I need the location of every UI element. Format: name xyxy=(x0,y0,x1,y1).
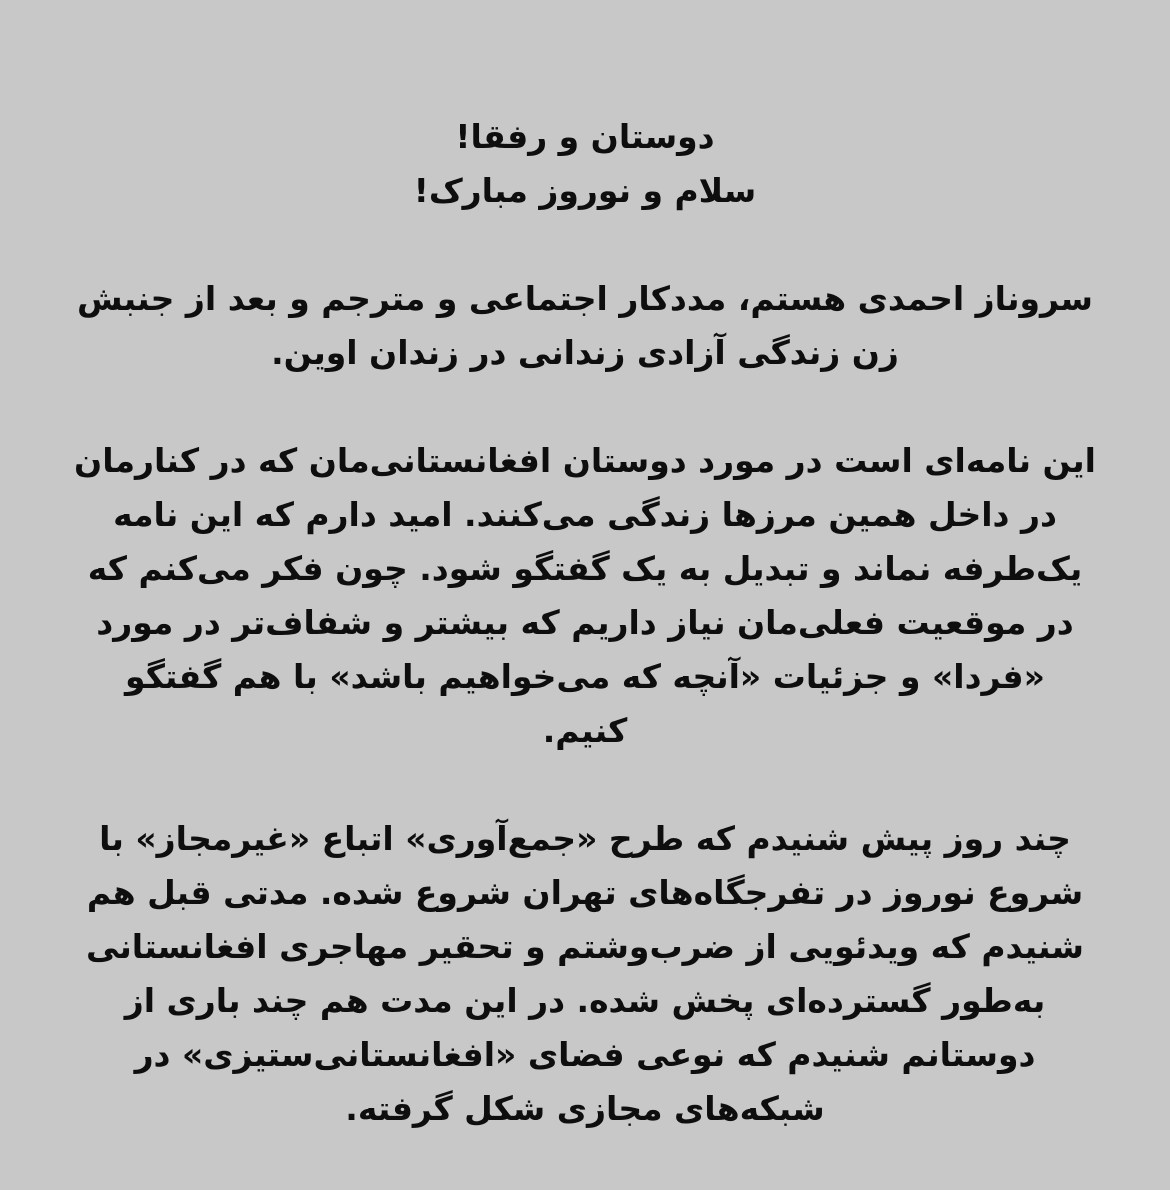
paragraph-purpose xyxy=(60,434,1110,758)
text-line: زن زندگی آزادی زندانی در زندان اوین. xyxy=(271,333,899,372)
letter-body xyxy=(60,110,1110,1190)
greeting-line: دوستان و رفقا! xyxy=(455,117,715,156)
text-line: این نامه‌ای است در مورد دوستان افغانستانی‌مان که در کنارمان xyxy=(74,441,1096,480)
text-line: در داخل همین مرزها زندگی می‌کنند. امید دارم که این نامه xyxy=(113,495,1057,534)
greeting-line: سلام و نوروز مبارک! xyxy=(413,171,757,210)
text-line: دوستانم شنیدم که نوعی فضای «افغانستانی‌ستیزی» در xyxy=(134,1035,1036,1074)
text-line: «فردا» و جزئیات «آنچه که می‌خواهیم باشد» با هم گفتگو xyxy=(125,657,1045,696)
text-line: شبکه‌های مجازی شکل گرفته. xyxy=(345,1089,825,1128)
text-line: سروناز احمدی هستم، مددکار اجتماعی و مترجم و بعد از جنبش xyxy=(77,279,1093,318)
text-line: کنیم. xyxy=(542,711,628,750)
text-line: در موقعیت فعلی‌مان نیاز داریم که بیشتر و شفاف‌تر در مورد xyxy=(96,603,1074,642)
greeting xyxy=(60,110,1110,218)
paragraph-events xyxy=(60,812,1110,1136)
text-line: یک‌طرفه نماند و تبدیل به یک گفتگو شود. چون فکر می‌کنم که xyxy=(87,549,1083,588)
text-line: به‌طور گسترده‌ای پخش شده. در این مدت هم چند باری از xyxy=(124,981,1046,1020)
text-line: شروع نوروز در تفرجگاه‌های تهران شروع شده. مدتی قبل هم xyxy=(86,873,1084,912)
text-line: چند روز پیش شنیدم که طرح «جمع‌آوری» اتباع «غیرمجاز» با xyxy=(99,819,1071,858)
paragraph-introduction xyxy=(60,272,1110,380)
text-line: شنیدم که ویدئویی از ضرب‌وشتم و تحقیر مهاجری افغانستانی xyxy=(86,927,1084,966)
